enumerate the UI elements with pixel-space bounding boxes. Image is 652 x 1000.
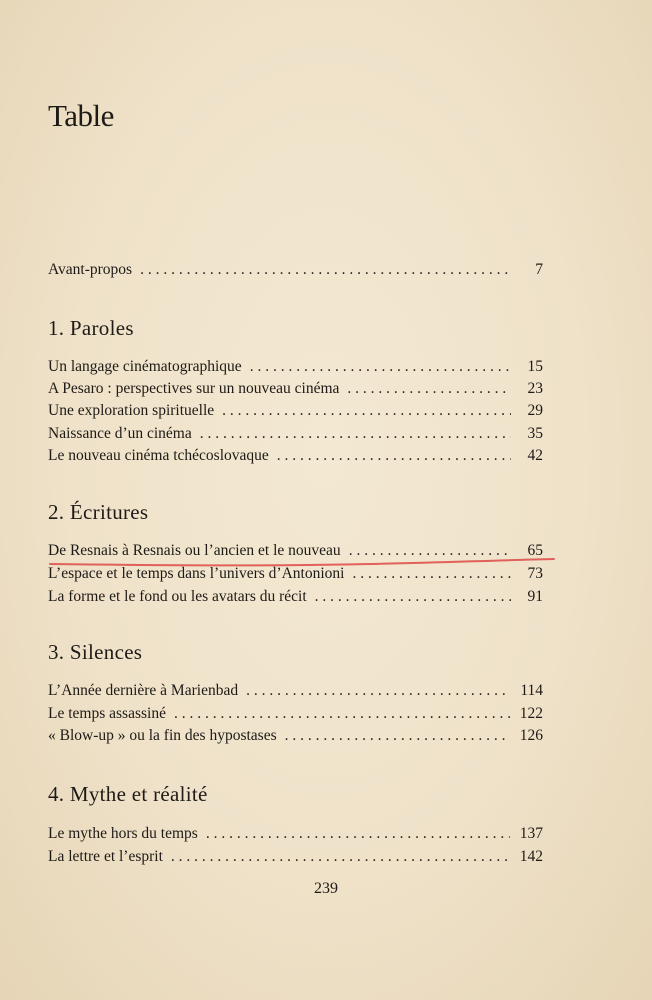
toc-entry-label: L’Année dernière à Marienbad	[48, 682, 239, 699]
dot-leader	[200, 423, 511, 445]
toc-entry-page: 23	[527, 380, 543, 397]
toc-entry-page: 137	[519, 825, 543, 842]
toc-entry-label: Le nouveau cinéma tchécoslovaque	[48, 447, 269, 464]
dot-leader	[315, 586, 511, 608]
dot-leader	[140, 259, 511, 281]
toc-entry-label: A Pesaro : perspectives sur un nouveau cinéma	[48, 380, 340, 397]
toc-entry-page: 126	[519, 727, 543, 744]
dot-leader	[277, 445, 511, 467]
toc-entry[interactable]	[48, 846, 543, 868]
toc-entry-page: 114	[520, 682, 543, 699]
dot-leader	[250, 356, 511, 378]
toc-entry-label: Un langage cinématographique	[48, 358, 242, 375]
toc-entry-page: 42	[527, 447, 543, 464]
toc-entry-page: 142	[519, 848, 543, 865]
toc-entry-page: 15	[527, 358, 543, 375]
section-heading-silences: 3. Silences	[48, 640, 143, 664]
toc-entry[interactable]	[48, 703, 543, 725]
toc-entry-label: De Resnais à Resnais ou l’ancien et le nouveau	[48, 542, 341, 559]
dot-leader	[352, 563, 511, 585]
toc-entry[interactable]	[48, 563, 543, 585]
dot-leader	[174, 703, 510, 725]
toc-entry[interactable]	[48, 725, 543, 747]
toc-entry-label: La lettre et l’esprit	[48, 848, 163, 865]
toc-entry-page: 65	[527, 542, 543, 559]
toc-entry[interactable]	[48, 356, 543, 378]
toc-entry-page: 73	[527, 565, 543, 582]
toc-entry[interactable]	[48, 680, 543, 702]
toc-entry-page: 7	[535, 261, 543, 278]
toc-entry-label: L’espace et le temps dans l’univers d’Antonioni	[48, 565, 345, 582]
dot-leader	[171, 846, 510, 868]
toc-entry-page: 29	[527, 402, 543, 419]
dot-leader	[347, 378, 511, 400]
toc-entry-page: 91	[527, 588, 543, 605]
toc-entry[interactable]	[48, 423, 543, 445]
dot-leader	[222, 400, 511, 422]
toc-entry[interactable]	[48, 400, 543, 422]
toc-entry[interactable]	[48, 378, 543, 400]
section-heading-paroles: 1. Paroles	[48, 316, 134, 340]
toc-entry-avant-propos[interactable]	[48, 259, 543, 281]
toc-entry-label: « Blow-up » ou la fin des hypostases	[48, 727, 277, 744]
dot-leader	[206, 823, 510, 845]
toc-entry-label: Le mythe hors du temps	[48, 825, 198, 842]
section-heading-ecritures: 2. Écritures	[48, 500, 149, 524]
toc-entry-label: La forme et le fond ou les avatars du récit	[48, 588, 307, 605]
toc-entry-label: Avant-propos	[48, 261, 133, 278]
toc-entry-page: 122	[519, 705, 543, 722]
dot-leader	[285, 725, 510, 747]
dot-leader	[246, 680, 510, 702]
toc-entry[interactable]	[48, 823, 543, 845]
toc-entry-page: 35	[527, 425, 543, 442]
page-title: Table	[48, 98, 114, 133]
page-number: 239	[314, 880, 338, 897]
toc-entry-label: Une exploration spirituelle	[48, 402, 215, 419]
toc-entry-label: Le temps assassiné	[48, 705, 166, 722]
section-heading-mythe-et-realite: 4. Mythe et réalité	[48, 782, 208, 806]
toc-entry-label: Naissance d’un cinéma	[48, 425, 192, 442]
toc-entry[interactable]	[48, 445, 543, 467]
toc-entry[interactable]	[48, 586, 543, 608]
